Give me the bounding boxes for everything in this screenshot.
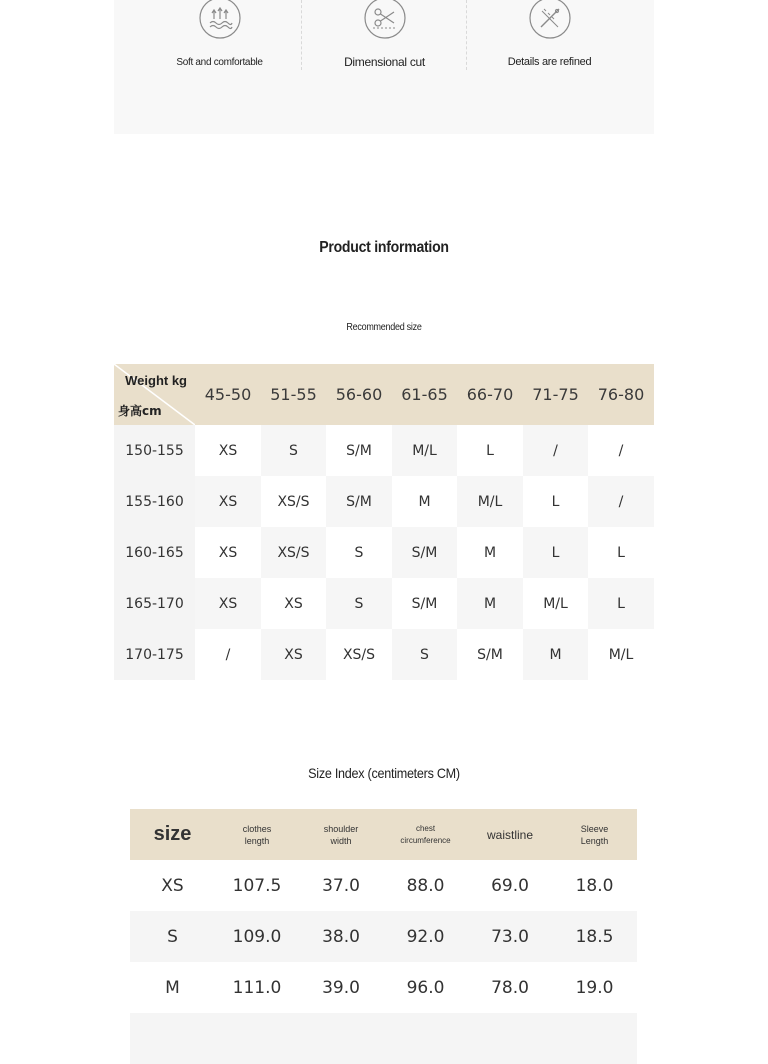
size-cell: S [326, 578, 392, 629]
table-row [114, 578, 654, 629]
size-cell: S [130, 911, 215, 962]
weight-col: 71-75 [523, 364, 588, 425]
waistline-header: waistline [468, 809, 552, 860]
value-cell: 38.0 [299, 911, 383, 962]
value-cell [299, 1013, 383, 1064]
waves-icon [199, 0, 241, 39]
height-header: 身高cm [118, 404, 162, 418]
size-cell: M/L [523, 578, 588, 629]
weight-col: 61-65 [392, 364, 457, 425]
size-cell: L [523, 476, 588, 527]
size-cell: / [588, 476, 654, 527]
table-row [130, 962, 637, 1013]
table-row [114, 425, 654, 476]
size-index-table [130, 809, 637, 1064]
size-cell: M [392, 476, 457, 527]
size-cell: / [588, 425, 654, 476]
size-cell: XS/S [326, 629, 392, 680]
size-cell: L [588, 527, 654, 578]
recommended-size-table [114, 364, 654, 680]
table-row [130, 911, 637, 962]
feature-label: Soft and comfortable [176, 57, 263, 68]
size-cell: M [457, 527, 523, 578]
height-cell: 170-175 [114, 629, 195, 680]
size-cell: XS [261, 629, 326, 680]
value-cell: 88.0 [383, 860, 468, 911]
feature-details [467, 0, 632, 70]
header-line: circumference [400, 835, 451, 845]
sleeve-length-header [552, 809, 637, 860]
size-cell: M [457, 578, 523, 629]
height-cell: 160-165 [114, 527, 195, 578]
product-information-title: Product information [319, 239, 449, 256]
weight-col: 66-70 [457, 364, 523, 425]
table-row [114, 527, 654, 578]
value-cell [383, 1013, 468, 1064]
size-cell: XS [195, 578, 261, 629]
header-line: length [244, 835, 270, 846]
size-cell: M [523, 629, 588, 680]
value-cell: 78.0 [468, 962, 552, 1013]
size-cell: L [457, 425, 523, 476]
feature-soft [137, 0, 302, 70]
size-cell: L [523, 527, 588, 578]
needle-icon [529, 0, 571, 39]
size-cell: S/M [457, 629, 523, 680]
size-cell: S/M [326, 425, 392, 476]
corner-cell [114, 364, 195, 425]
scissors-icon [364, 0, 406, 39]
size-cell: L [588, 578, 654, 629]
size-cell: XS [195, 527, 261, 578]
size-cell: XS/S [261, 527, 326, 578]
clothes-length-header [215, 809, 299, 860]
header-line: width [330, 835, 352, 846]
table-row-partial [130, 1013, 637, 1064]
value-cell: 18.5 [552, 911, 637, 962]
feature-label: Details are refined [507, 56, 592, 68]
size-cell: S/M [392, 578, 457, 629]
size-header: size [130, 809, 215, 860]
recommended-size-title: Recommended size [346, 322, 422, 333]
size-cell: M/L [392, 425, 457, 476]
value-cell: 18.0 [552, 860, 637, 911]
height-cell: 155-160 [114, 476, 195, 527]
size-cell: S [261, 425, 326, 476]
table-header-row [114, 364, 654, 425]
header-line: shoulder [323, 823, 359, 834]
header-line: chest [415, 823, 436, 833]
header-line: Sleeve [580, 823, 609, 834]
value-cell [215, 1013, 299, 1064]
size-cell: XS [261, 578, 326, 629]
feature-label: Dimensional cut [344, 55, 425, 69]
value-cell [468, 1013, 552, 1064]
height-cell: 150-155 [114, 425, 195, 476]
shoulder-width-header [299, 809, 383, 860]
size-cell [130, 1013, 215, 1064]
value-cell: 96.0 [383, 962, 468, 1013]
weight-col: 45-50 [195, 364, 261, 425]
feature-strip [114, 0, 654, 134]
value-cell: 19.0 [552, 962, 637, 1013]
value-cell: 69.0 [468, 860, 552, 911]
table-row [114, 629, 654, 680]
weight-col: 76-80 [588, 364, 654, 425]
size-cell: S [326, 527, 392, 578]
weight-col: 56-60 [326, 364, 392, 425]
size-cell: S [392, 629, 457, 680]
header-line: Length [580, 835, 609, 846]
value-cell: 37.0 [299, 860, 383, 911]
size-cell: XS [195, 476, 261, 527]
size-cell: S/M [326, 476, 392, 527]
size-cell: M/L [457, 476, 523, 527]
height-cell: 165-170 [114, 578, 195, 629]
table-row [114, 476, 654, 527]
weight-col: 51-55 [261, 364, 326, 425]
size-index-title: Size Index (centimeters CM) [308, 765, 460, 781]
size-cell: M/L [588, 629, 654, 680]
table-row [130, 860, 637, 911]
size-cell: XS [195, 425, 261, 476]
feature-cut [302, 0, 467, 70]
size-cell: S/M [392, 527, 457, 578]
size-cell: M [130, 962, 215, 1013]
value-cell: 109.0 [215, 911, 299, 962]
table-header-row [130, 809, 637, 860]
size-cell: XS/S [261, 476, 326, 527]
value-cell: 39.0 [299, 962, 383, 1013]
value-cell [552, 1013, 637, 1064]
value-cell: 111.0 [215, 962, 299, 1013]
size-cell: / [523, 425, 588, 476]
header-line: clothes [242, 823, 272, 834]
weight-header: Weight kg [125, 373, 187, 388]
size-cell: / [195, 629, 261, 680]
value-cell: 92.0 [383, 911, 468, 962]
value-cell: 73.0 [468, 911, 552, 962]
size-cell: XS [130, 860, 215, 911]
chest-circumference-header [383, 809, 468, 860]
value-cell: 107.5 [215, 860, 299, 911]
